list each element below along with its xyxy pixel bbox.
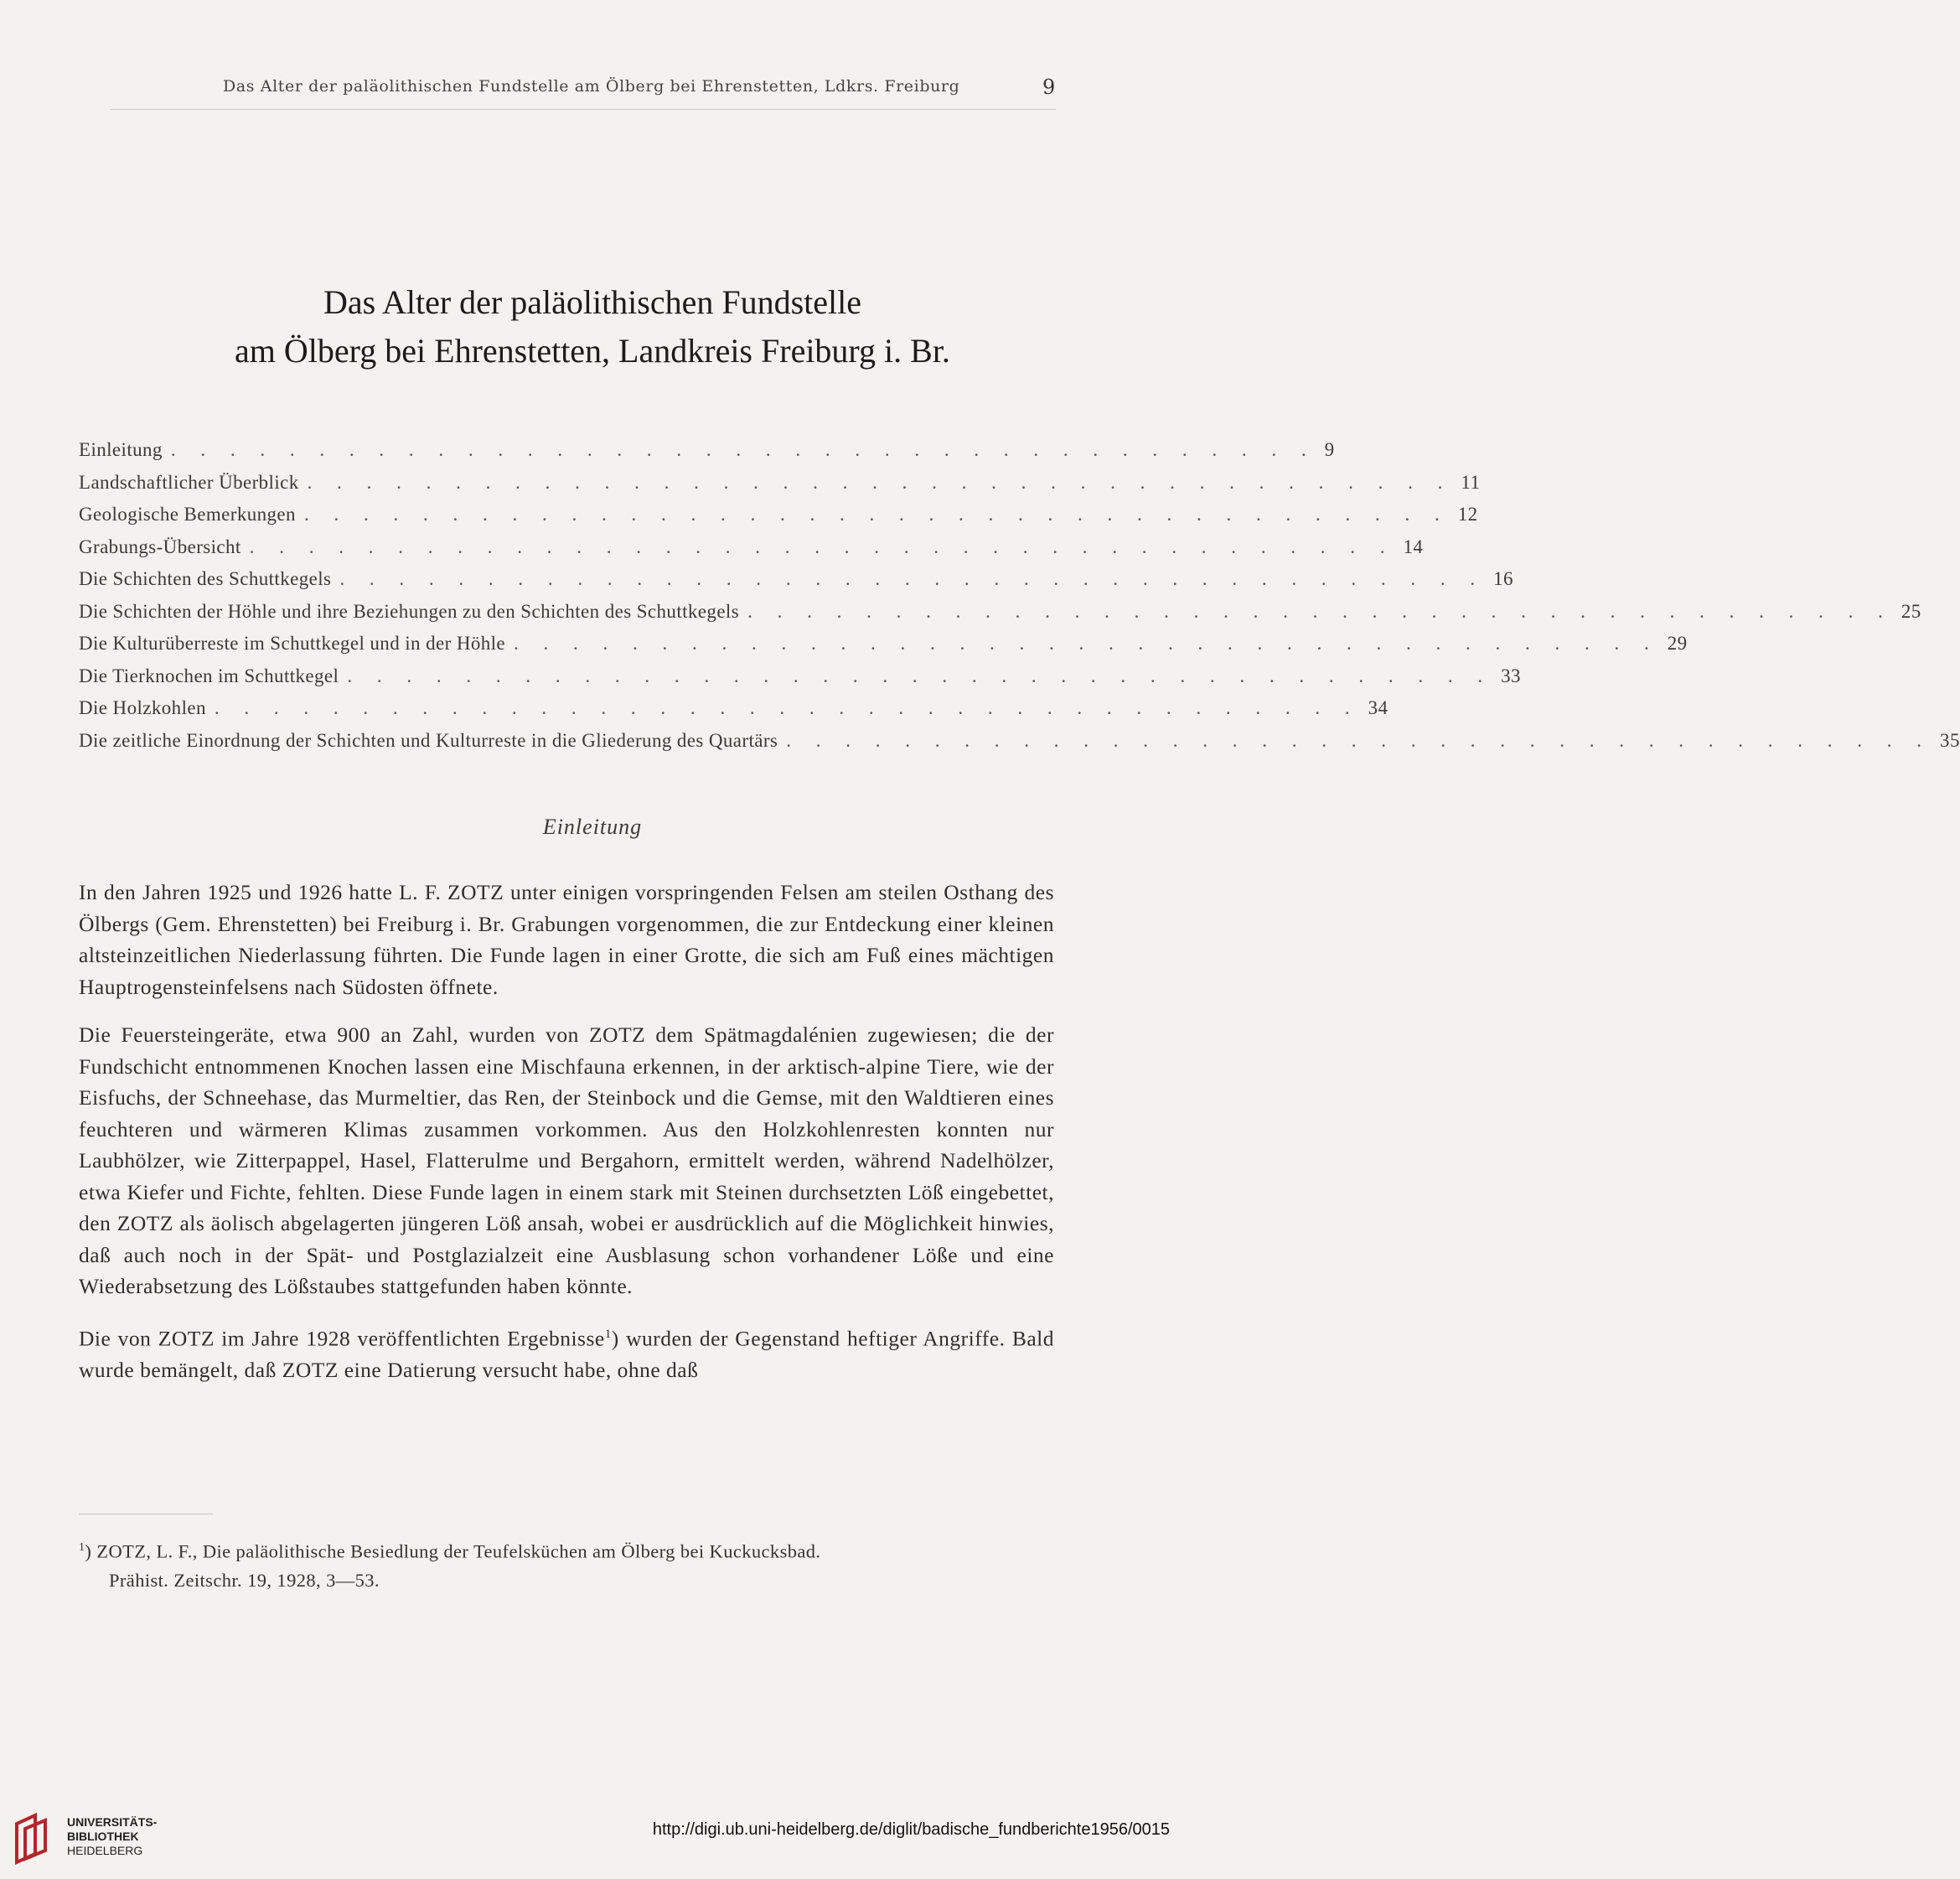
footnote-line-2: Prähist. Zeitschr. 19, 1928, 3—53. [109, 1569, 380, 1591]
toc-entry[interactable] [79, 596, 1921, 629]
toc-leader-dots: . . . . . . . . . . . . . . . . . . . . . . . . . . . . . . . . . . . . . . . [339, 568, 1486, 589]
toc-entry-page: 35 [1940, 729, 1960, 751]
toc-leader-dots: . . . . . . . . . . . . . . . . . . . . . . . . . . . . . . . . . . . . . . . [214, 697, 1360, 718]
toc-entry-page: 12 [1457, 504, 1478, 525]
toc-entry-label: Grabungs-Übersicht [79, 536, 241, 557]
header-rule [111, 109, 1056, 110]
toc-entry-page: 33 [1501, 665, 1521, 686]
toc-leader-dots: . . . . . . . . . . . . . . . . . . . . . . . . . . . . . . . . . . . . . . . [307, 471, 1453, 493]
toc-entry-label: Die Tierknochen im Schuttkegel [79, 665, 339, 686]
paragraph-text: ) wurden der Gegenstand heftiger Angriffe. Bald wurde bemängelt, daß ZOTZ eine Datierung versucht habe, ohne daß [79, 1326, 1054, 1382]
footnote-line-1 [79, 1534, 1054, 1566]
toc-entry-label: Geologische Bemerkungen [79, 504, 296, 525]
toc-entry[interactable] [79, 563, 1513, 596]
library-line-1: UNIVERSITÄTS- [67, 1815, 158, 1829]
toc-entry-page: 29 [1667, 633, 1688, 654]
toc-entry-label: Einleitung [79, 439, 163, 460]
footnote-reference[interactable]: 1 [604, 1327, 612, 1341]
toc-leader-dots: . . . . . . . . . . . . . . . . . . . . . . . . . . . . . . . . . . . . . . . [249, 536, 1395, 557]
paragraph-text: Die von ZOTZ im Jahre 1928 veröffentlichten Ergebnisse [79, 1326, 605, 1350]
toc-entry-label: Die Kulturüberreste im Schuttkegel und in der Höhle [79, 633, 506, 654]
library-line-2: BIBLIOTHEK [67, 1830, 139, 1843]
toc-entry-page: 11 [1461, 471, 1481, 493]
toc-leader-dots: . . . . . . . . . . . . . . . . . . . . . . . . . . . . . . . . . . . . . . . [786, 729, 1932, 751]
toc-entry-page: 16 [1493, 568, 1513, 589]
toc-leader-dots: . . . . . . . . . . . . . . . . . . . . . . . . . . . . . . . . . . . . . . . [747, 600, 1893, 622]
footnote-mark: 1 [79, 1541, 85, 1554]
toc-entry[interactable] [79, 725, 1960, 758]
library-line-3: HEIDELBERG [67, 1844, 143, 1857]
table-of-contents [79, 434, 1960, 757]
title-line-1: Das Alter der paläolithischen Fundstelle [323, 283, 862, 321]
toc-entry[interactable] [79, 467, 1481, 500]
toc-entry-label: Die Schichten der Höhle und ihre Beziehungen zu den Schichten des Schuttkegels [79, 600, 740, 622]
toc-leader-dots: . . . . . . . . . . . . . . . . . . . . . . . . . . . . . . . . . . . . . . . [303, 504, 1450, 525]
toc-entry[interactable] [79, 692, 1389, 725]
page-number: 9 [1042, 75, 1056, 99]
running-header: Das Alter der paläolithischen Fundstelle am Ölberg bei Ehrenstetten, Ldkrs. Freiburg [223, 77, 960, 96]
source-url-link[interactable]: http://digi.ub.uni-heidelberg.de/diglit/badische_fundberichte1956/0015 [652, 1820, 1170, 1839]
toc-leader-dots: . . . . . . . . . . . . . . . . . . . . . . . . . . . . . . . . . . . . . . . [514, 633, 1659, 654]
toc-entry-page: 25 [1901, 600, 1921, 622]
paragraph-with-note [79, 1319, 1054, 1386]
paragraph: Die Feuersteingeräte, etwa 900 an Zahl, wurden von ZOTZ dem Spätmagdalénien zugewiesen; die der Fundschicht entnommenen Knochen lassen eine Mischfauna erkennen, in der arktisch-alpine Tiere, wie der Eisfuchs, der Schneehase, das Murmeltier, das Ren, der Steinbock und die Gemse, mit den Waldtieren eines feuchteren und wärmeren Klimas zusammen vorkommen. Aus den Holzkohlenresten konnten nur Laubhölzer, wie Zitterpappel, Hasel, Flatterulme und Bergahorn, ermittelt werden, während Nadelhölzer, etwa Kiefer und Fichte, fehlten. Diese Funde lagen in einem stark mit Steinen durchsetzten Löß eingebettet, den ZOTZ als äolisch abgelagerten jüngeren Löß ansah, wobei er ausdrücklich auf die Möglichkeit hinwies, daß auch noch in der Spät- und Postglazialzeit eine Ausblasung schon vorhandener Löße und eine Wiederabsetzung des Lößstaubes stattgefunden haben könnte. [79, 1022, 1054, 1298]
toc-entry-page: 14 [1403, 536, 1424, 557]
toc-entry-page: 9 [1324, 439, 1335, 460]
toc-entry[interactable] [79, 660, 1521, 693]
toc-entry-label: Die zeitliche Einordnung der Schichten und Kulturreste in die Gliederung des Quartärs [79, 729, 778, 751]
library-name [67, 1815, 157, 1858]
toc-entry-label: Die Schichten des Schuttkegels [79, 568, 332, 589]
university-library-logo-icon [10, 1812, 55, 1866]
toc-leader-dots: . . . . . . . . . . . . . . . . . . . . . . . . . . . . . . . . . . . . . . . [170, 439, 1316, 460]
section-heading: Einleitung [542, 815, 643, 839]
paragraph: In den Jahren 1925 und 1926 hatte L. F. ZOTZ unter einigen vorspringenden Felsen am steilen Osthang des Ölbergs (Gem. Ehrenstetten) bei Freiburg i. Br. Grabungen vorgenommen, die zur Entdeckung einer kleinen altsteinzeitlichen Niederlassung führten. Die Funde lagen in einer Grotte, die sich am Fuß eines mächtigen Hauptrogensteinfelsens nach Südosten öffnete. [79, 880, 1054, 999]
toc-entry-page: 34 [1368, 697, 1389, 718]
toc-entry-label: Die Holzkohlen [79, 697, 206, 718]
body-text [79, 877, 1054, 1385]
toc-entry[interactable] [79, 499, 1478, 531]
footnote [79, 1534, 1054, 1595]
toc-entry-label: Landschaftlicher Überblick [79, 471, 299, 493]
toc-leader-dots: . . . . . . . . . . . . . . . . . . . . . . . . . . . . . . . . . . . . . . . [347, 665, 1493, 686]
title-line-2: am Ölberg bei Ehrenstetten, Landkreis Freiburg i. Br. [235, 332, 950, 370]
article-title [84, 278, 1101, 375]
toc-entry[interactable] [79, 531, 1424, 564]
footnote-text: ) ZOTZ, L. F., Die paläolithische Besiedlung der Teufelsküchen am Ölberg bei Kuckucksbad. [85, 1540, 821, 1562]
toc-entry[interactable] [79, 434, 1335, 467]
toc-entry[interactable] [79, 628, 1688, 660]
